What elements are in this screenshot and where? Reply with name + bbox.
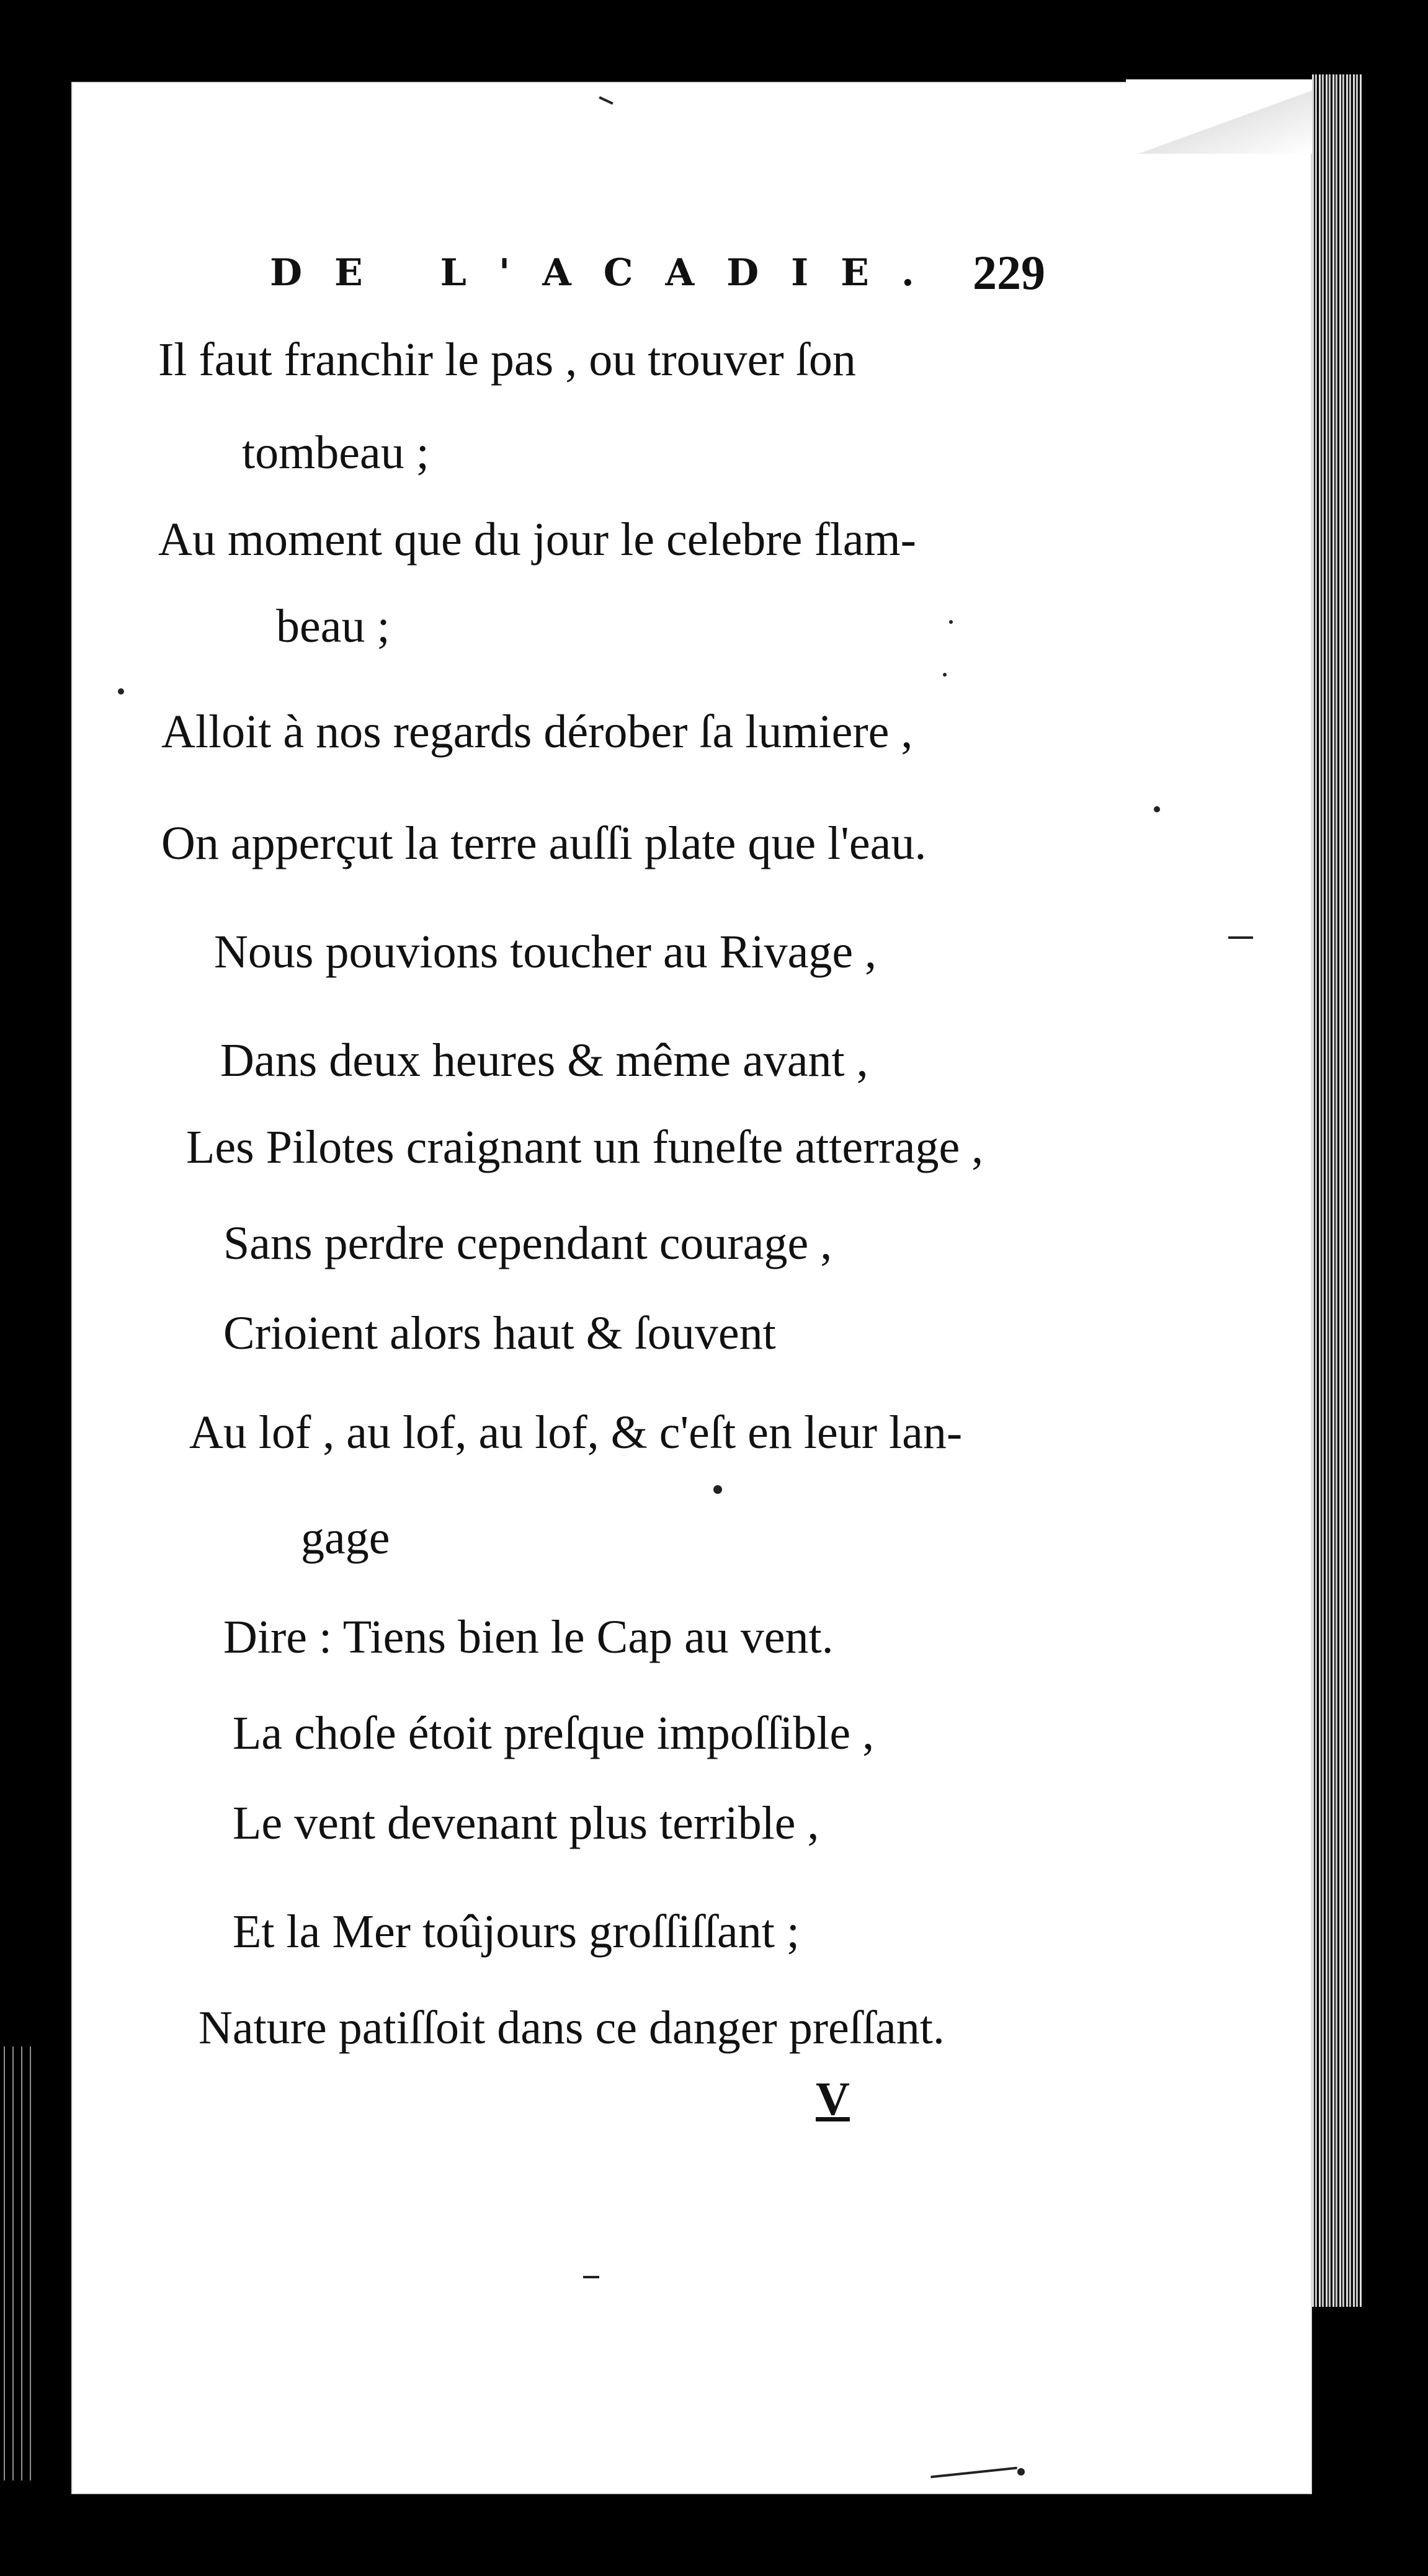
page-corner-fold bbox=[1126, 79, 1312, 154]
scan-mark bbox=[583, 2276, 599, 2278]
verse-line: Crioient alors haut & ſouvent bbox=[223, 1307, 776, 1359]
verse-line: Nous pouvions toucher au Rivage , bbox=[214, 926, 877, 978]
verse-line: Dire : Tiens bien le Cap au vent. bbox=[223, 1611, 834, 1663]
ink-speck bbox=[1154, 806, 1160, 812]
verse-line: tombeau ; bbox=[242, 427, 429, 479]
verse-line: Le vent devenant plus terrible , bbox=[233, 1797, 819, 1849]
verse-line: Sans perdre cependant courage , bbox=[223, 1217, 832, 1269]
verse-line: On apperçut la terre auſſi plate que l'eau. bbox=[161, 817, 927, 869]
page-number: 229 bbox=[973, 246, 1045, 300]
page-edges-left bbox=[0, 2046, 37, 2481]
verse-line: gage bbox=[301, 1512, 390, 1564]
catchword: V bbox=[816, 2073, 850, 2125]
ink-speck bbox=[949, 620, 953, 624]
verse-line: La choſe étoit preſque impoſſible , bbox=[233, 1707, 875, 1759]
page-edges-right bbox=[1312, 74, 1362, 2307]
verse-line: Au moment que du jour le celebre flam- bbox=[158, 513, 916, 566]
ink-speck bbox=[1017, 2468, 1025, 2476]
verse-line: Les Pilotes craignant un funeſte atterrage , bbox=[186, 1121, 984, 1173]
ink-speck bbox=[943, 673, 947, 677]
verse-line: Il faut franchir le pas , ou trouver ſon bbox=[158, 334, 856, 386]
ink-speck bbox=[713, 1485, 722, 1494]
running-title: DE L'ACADIE. bbox=[270, 251, 947, 295]
verse-line: beau ; bbox=[276, 600, 390, 652]
ink-speck bbox=[118, 688, 124, 695]
verse-line: Et la Mer toûjours groſſiſſant ; bbox=[233, 1906, 800, 1958]
running-head bbox=[270, 242, 1051, 304]
verse-line: Dans deux heures & même avant , bbox=[220, 1034, 868, 1086]
verse-line: Au lof , au lof, au lof, & c'eſt en leur lan- bbox=[189, 1406, 963, 1459]
verse-line: Alloit à nos regards dérober ſa lumiere , bbox=[161, 706, 913, 758]
scan-mark bbox=[1228, 936, 1253, 939]
verse-line: Nature patiſſoit dans ce danger preſſant. bbox=[199, 2002, 945, 2054]
